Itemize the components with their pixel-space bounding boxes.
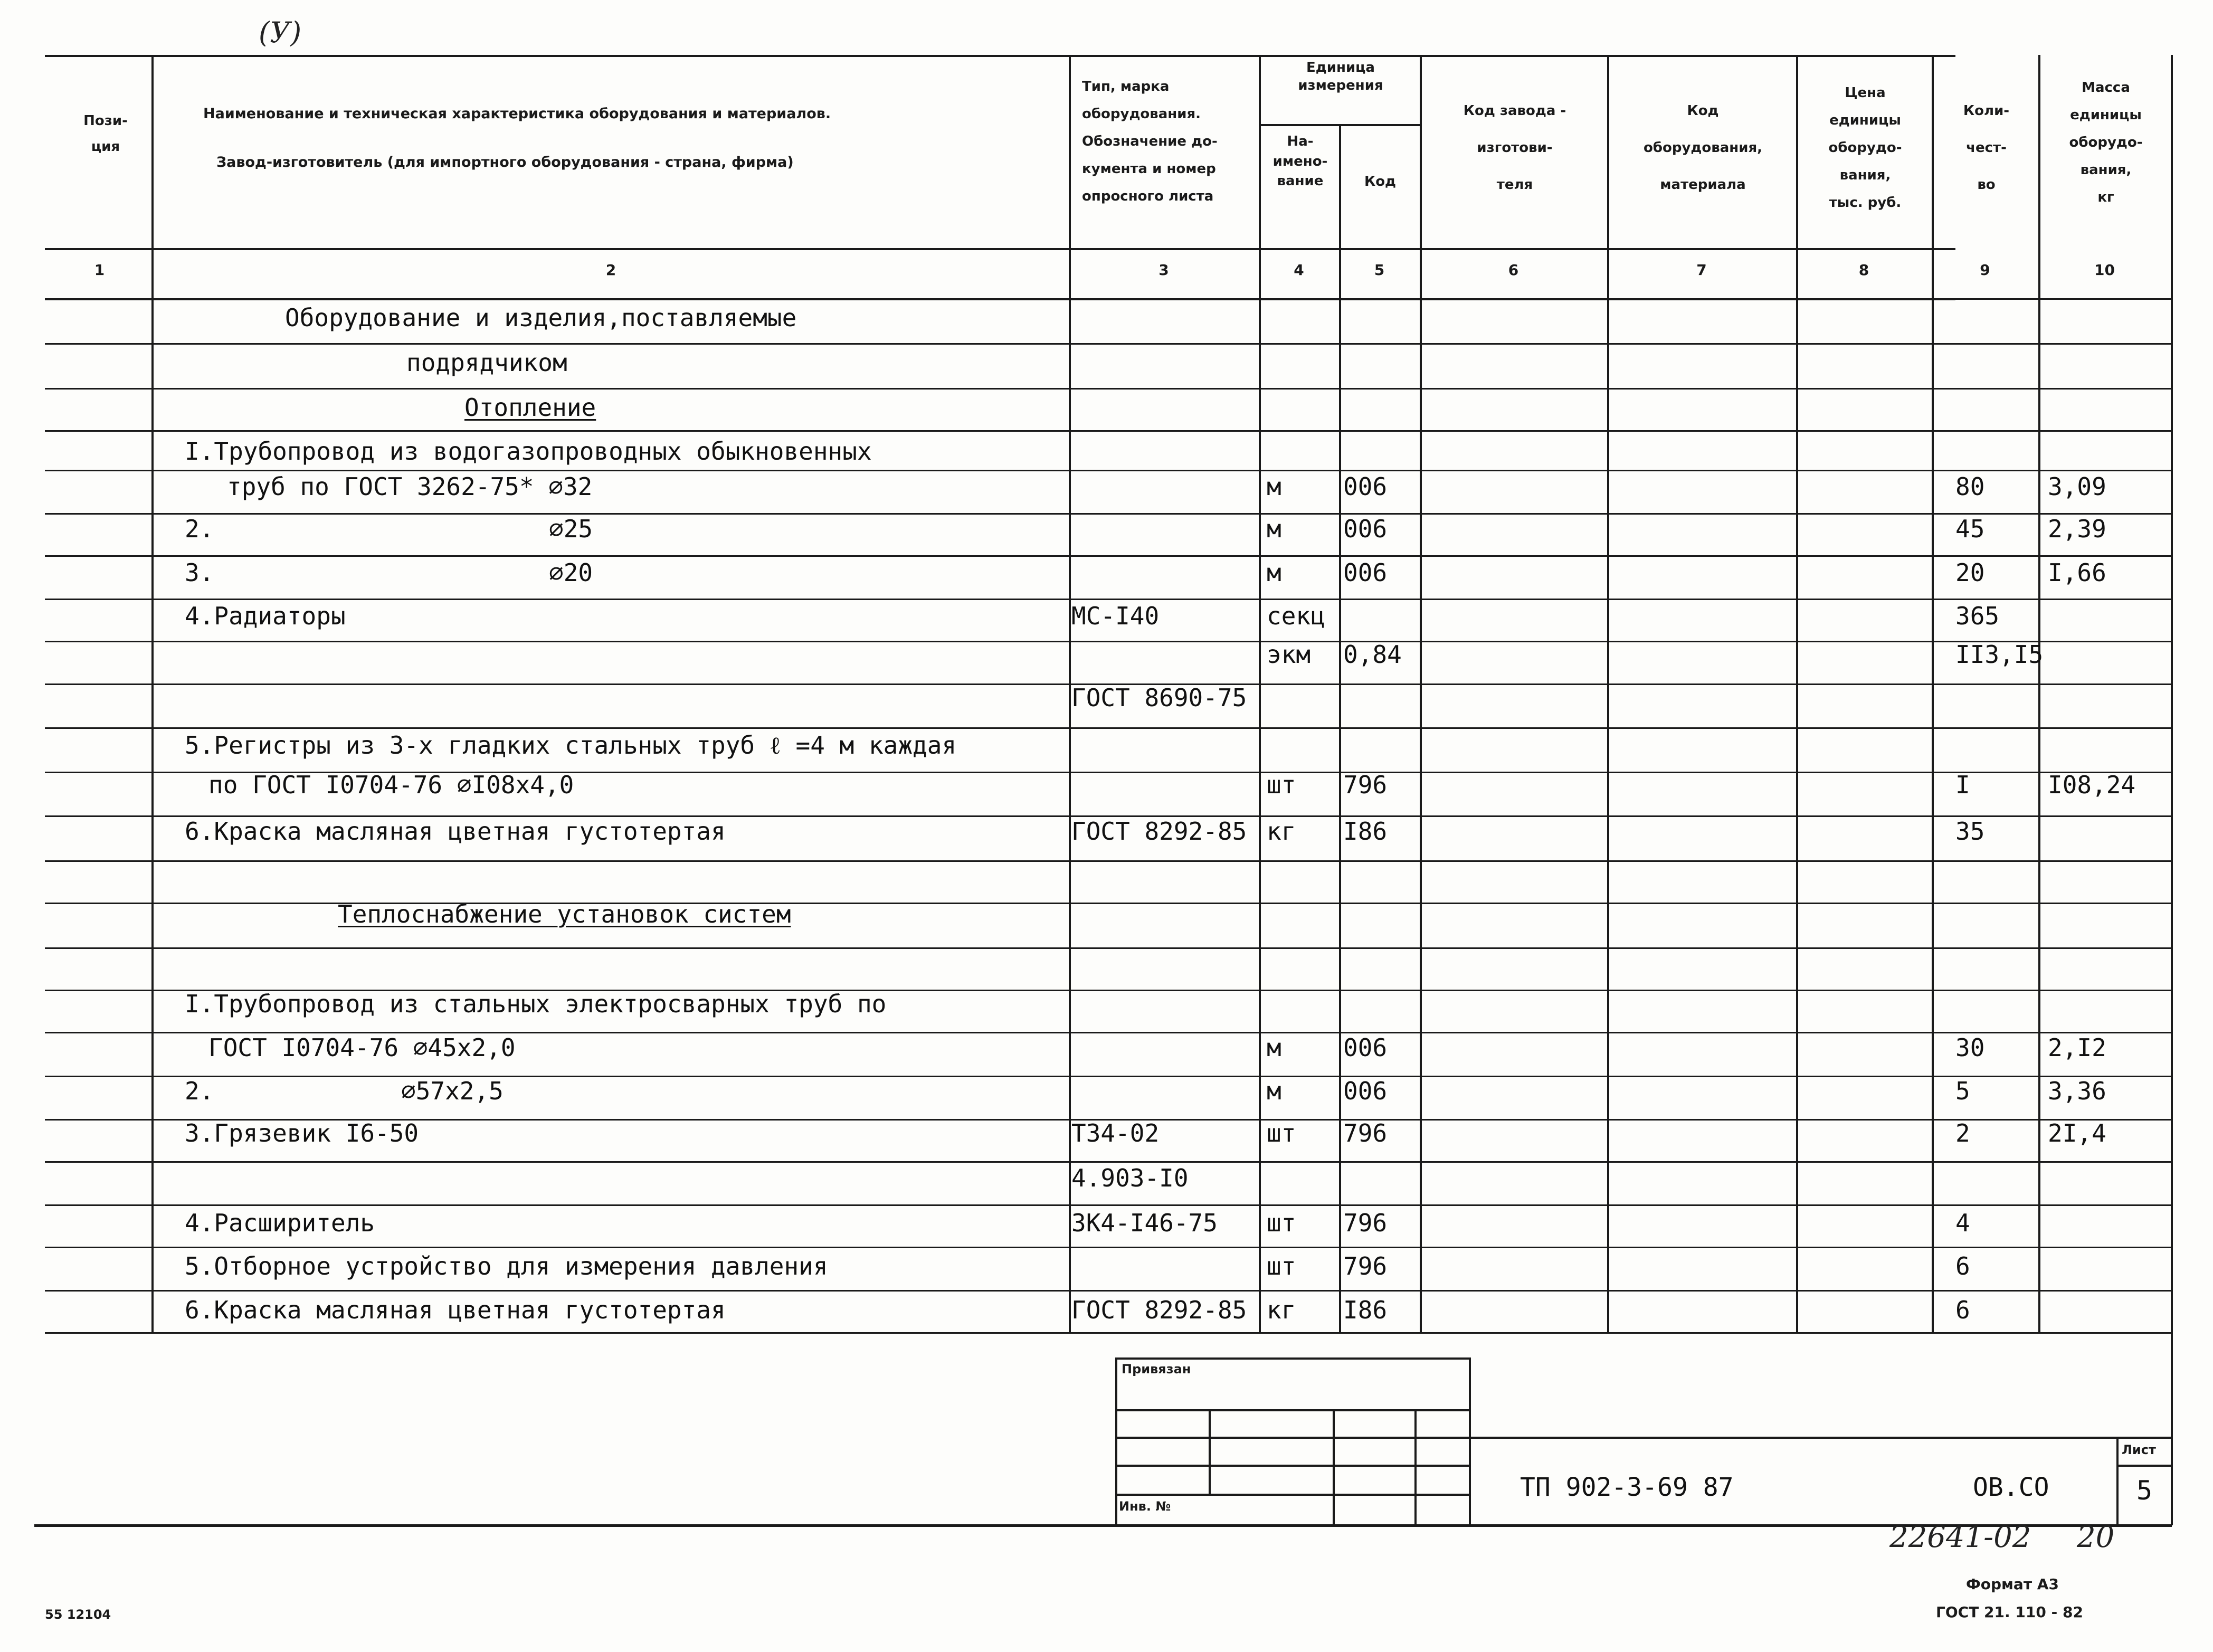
cell-mass: 2,39 [2048, 515, 2106, 543]
row-separator [45, 1247, 2172, 1248]
row-separator [45, 1290, 2172, 1292]
cell-name: 5.Отборное устройство для измерения давления [185, 1252, 828, 1280]
colnum-9: 9 [1980, 261, 1990, 279]
colnum-10: 10 [2094, 261, 2115, 279]
colnum-1: 1 [94, 261, 105, 279]
col-line-3 [1259, 55, 1261, 1332]
row-separator [45, 298, 2172, 300]
handwritten-number: 22641-02 [1889, 1520, 2031, 1554]
row-separator [45, 555, 2172, 557]
cell-qty: 4 [1955, 1209, 1970, 1237]
col-line-7 [1796, 55, 1798, 1332]
stamp-v4 [1414, 1409, 1417, 1525]
cell-mass: 3,36 [2048, 1077, 2106, 1105]
colnum-5: 5 [1374, 261, 1385, 279]
cell-name: Теплоснабжение установок систем [338, 900, 791, 928]
header-unit-name: На- имено- вание [1272, 134, 1328, 189]
cell-mass: 2,I2 [2048, 1033, 2106, 1062]
cell-name: Отопление [464, 393, 596, 422]
cell-code: 796 [1343, 1252, 1388, 1280]
cell-qty: 80 [1955, 472, 1985, 501]
cell-qty: 6 [1955, 1296, 1970, 1324]
stamp-v6 [2116, 1437, 2119, 1524]
cell-name: по ГОСТ I0704-76 ⌀I08x4,0 [208, 771, 574, 799]
cell-name: I.Трубопровод из водогазопроводных обыкновенных [185, 437, 872, 466]
colnum-4: 4 [1294, 261, 1304, 279]
sheet-number: 5 [2136, 1475, 2153, 1506]
cell-name: труб по ГОСТ 3262-75* ⌀32 [227, 472, 593, 501]
cell-type: 3К4-I46-75 [1071, 1209, 1218, 1237]
gost-label: ГОСТ 21. 110 - 82 [1936, 1603, 2083, 1621]
cell-name: 4.Радиаторы [185, 602, 346, 630]
row-separator [45, 727, 2172, 729]
cell-name: Оборудование и изделия,поставляемые [285, 303, 797, 332]
format-label: Формат А3 [1966, 1575, 2059, 1593]
cell-type: ГОСТ 8292-85 [1071, 817, 1247, 846]
cell-name: 2. [185, 515, 214, 543]
stamp-privyazan: Привязан [1122, 1362, 1191, 1376]
cell-unit: м [1267, 558, 1281, 587]
unit-group-divider [1259, 124, 1420, 126]
cell-unit: м [1267, 472, 1281, 501]
cell-code: 006 [1343, 472, 1388, 501]
table-top-border [45, 55, 1955, 57]
cell-code: 796 [1343, 1119, 1388, 1147]
cell-code: I86 [1343, 1296, 1388, 1324]
row-separator [45, 430, 2172, 432]
cell-code: 006 [1343, 515, 1388, 543]
sheet-label: Лист [2122, 1442, 2156, 1457]
cell-unit: кг [1267, 1296, 1296, 1324]
col-line-2 [1069, 55, 1071, 1332]
cell-type: ГОСТ 8690-75 [1071, 683, 1247, 712]
stamp-v5 [1469, 1357, 1471, 1525]
header-name-line1: Наименование и техническая характеристика оборудования и материалов. [203, 106, 831, 122]
cell-code: 796 [1343, 1209, 1388, 1237]
stamp-sheet-line [2116, 1465, 2171, 1467]
frame-right [2171, 1332, 2173, 1525]
cell-type: 4.903-I0 [1071, 1164, 1189, 1192]
row-separator [45, 388, 2172, 390]
row-separator [45, 470, 2172, 471]
colnum-8: 8 [1858, 261, 1869, 279]
cell-qty: 30 [1955, 1033, 1985, 1062]
stamp-line-b [1115, 1437, 2171, 1439]
cell-code: 0,84 [1343, 640, 1402, 669]
row-separator [45, 860, 2172, 862]
cell-unit: секц [1267, 602, 1325, 630]
top-mark: (У) [259, 16, 302, 49]
header-price: Цена единицы оборудо- вания, тыс. руб. [1828, 85, 1902, 211]
cell-unit: кг [1267, 817, 1296, 846]
row-separator [45, 343, 2172, 345]
cell-qty: 45 [1955, 515, 1985, 543]
cell-name: 3.Грязевик I6-50 [185, 1119, 419, 1147]
header-quantity: Коли- чест- во [1963, 103, 2010, 193]
row-separator [45, 641, 2172, 642]
cell-dim: ⌀20 [549, 558, 593, 587]
col-line-8 [1932, 55, 1934, 1332]
cell-qty: 20 [1955, 558, 1985, 587]
stamp-inv: Инв. № [1119, 1499, 1171, 1514]
header-maker-code: Код завода - изготови- теля [1463, 103, 1566, 193]
stamp-v1 [1115, 1357, 1117, 1525]
header-numbers-top [45, 248, 1955, 250]
cell-type: ГОСТ 8292-85 [1071, 1296, 1247, 1324]
row-separator [45, 1076, 2172, 1077]
cell-unit: шт [1267, 1252, 1296, 1280]
cell-unit: м [1267, 1077, 1281, 1105]
cell-mass: 2I,4 [2048, 1119, 2106, 1147]
cell-mass: I,66 [2048, 558, 2106, 587]
colnum-7: 7 [1696, 261, 1707, 279]
cell-name: 6.Краска масляная цветная густотертая [185, 817, 726, 846]
cell-dim: ⌀25 [549, 515, 593, 543]
cell-dim: ⌀57x2,5 [401, 1077, 504, 1105]
cell-mass: I08,24 [2048, 771, 2136, 799]
col-line-5 [1420, 55, 1422, 1332]
cell-qty: II3,I5 [1955, 640, 2044, 669]
header-unit-group: Единица измерения [1298, 60, 1383, 93]
row-separator [45, 1161, 2172, 1163]
header-position: Пози- ция [83, 113, 128, 155]
cell-name: 5.Регистры из 3-х гладких стальных труб ℓ =4 м каждая [185, 731, 957, 759]
stamp-top [1115, 1357, 1469, 1360]
row-separator [45, 513, 2172, 515]
stamp-v2 [1209, 1409, 1211, 1494]
cell-type: Т34-02 [1071, 1119, 1160, 1147]
header-equipment-code: Код оборудования, материала [1643, 103, 1763, 193]
header-unit-code: Код [1364, 174, 1397, 189]
header-name-line2: Завод-изготовитель (для импортного оборудования - страна, фирма) [216, 154, 794, 170]
table-bottom-border [34, 1524, 2172, 1527]
left-code: 55 12104 [45, 1607, 111, 1622]
cell-qty: 5 [1955, 1077, 1970, 1105]
cell-code: I86 [1343, 817, 1388, 846]
cell-unit: м [1267, 515, 1281, 543]
cell-qty: 35 [1955, 817, 1985, 846]
cell-type: МС-I40 [1071, 602, 1160, 630]
cell-name: 4.Расширитель [185, 1209, 375, 1237]
stamp-v3 [1333, 1409, 1335, 1525]
col-line-9 [2038, 55, 2040, 1332]
cell-name: 6.Краска масляная цветная густотертая [185, 1296, 726, 1324]
colnum-6: 6 [1508, 261, 1519, 279]
cell-qty: 365 [1955, 602, 2000, 630]
col-line-10 [2171, 55, 2173, 1332]
cell-unit: м [1267, 1033, 1281, 1062]
cell-qty: I [1955, 771, 1970, 799]
cell-mass: 3,09 [2048, 472, 2106, 501]
cell-name: I.Трубопровод из стальных электросварных труб по [185, 990, 887, 1018]
doc-code: ОВ.СО [1973, 1473, 2049, 1502]
colnum-3: 3 [1158, 261, 1169, 279]
header-mass: Масса единицы оборудо- вания, кг [2069, 80, 2143, 205]
row-separator [45, 1332, 2172, 1334]
cell-code: 006 [1343, 1077, 1388, 1105]
cell-name: 3. [185, 558, 214, 587]
cell-unit: экм [1267, 640, 1311, 669]
cell-code: 006 [1343, 1033, 1388, 1062]
cell-unit: шт [1267, 771, 1296, 799]
col-line-6 [1607, 55, 1609, 1332]
cell-name: 2. [185, 1077, 214, 1105]
cell-unit: шт [1267, 1209, 1296, 1237]
row-separator [45, 599, 2172, 600]
cell-unit: шт [1267, 1119, 1296, 1147]
cell-code: 796 [1343, 771, 1388, 799]
colnum-2: 2 [605, 261, 616, 279]
cell-qty: 2 [1955, 1119, 1970, 1147]
cell-name: ГОСТ I0704-76 ⌀45x2,0 [208, 1033, 516, 1062]
doc-number: ТП 902-3-69 87 [1520, 1473, 1734, 1502]
handwritten-page: 20 [2077, 1520, 2115, 1554]
cell-name: подрядчиком [406, 348, 567, 377]
cell-qty: 6 [1955, 1252, 1970, 1280]
row-separator [45, 947, 2172, 949]
row-separator [45, 1204, 2172, 1206]
cell-code: 006 [1343, 558, 1388, 587]
col-line-1 [151, 55, 154, 1332]
header-type: Тип, марка оборудования. Обозначение до- кумента и номер опросного листа [1082, 79, 1218, 204]
